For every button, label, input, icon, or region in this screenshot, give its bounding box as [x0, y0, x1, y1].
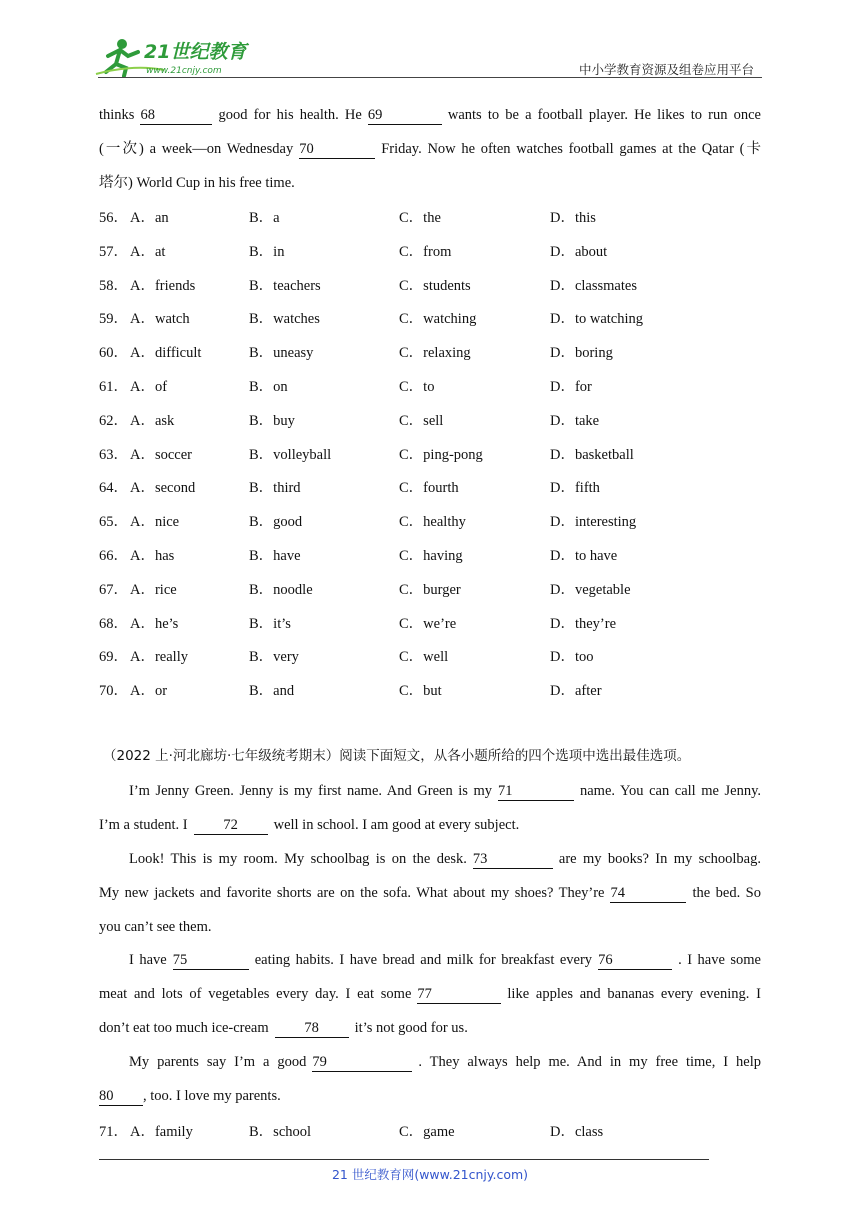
- question-row: [99, 578, 761, 598]
- option-d: D．about: [550, 243, 608, 260]
- option-c: C．relaxing: [399, 345, 471, 362]
- option-d: D．take: [550, 412, 600, 429]
- blank-80: 80: [99, 1088, 143, 1106]
- blank-75: 75: [173, 952, 249, 970]
- option-d: D．classmates: [550, 277, 637, 294]
- option-a: A．friends: [130, 277, 196, 294]
- blank-70: 70: [299, 141, 375, 159]
- option-a: A．watch: [130, 311, 190, 328]
- question-row: [99, 341, 761, 361]
- question-number: 56．: [99, 210, 128, 226]
- option-d: D．interesting: [550, 514, 637, 531]
- blank-72: 72: [194, 817, 268, 835]
- option-d: D．to have: [550, 548, 618, 564]
- question-row: [99, 375, 761, 395]
- passage-line: you can’t see them.: [99, 919, 212, 935]
- question-row: [99, 1120, 761, 1140]
- question-row: [99, 409, 761, 429]
- blank-77: 77: [417, 986, 501, 1004]
- option-a: A．rice: [130, 581, 177, 598]
- option-d: D．fifth: [550, 480, 600, 497]
- question-number: 63．: [99, 446, 128, 463]
- option-c: C．from: [399, 243, 452, 260]
- option-a: A．nice: [130, 514, 180, 531]
- option-b: B．watches: [249, 311, 320, 328]
- option-b: B．it’s: [249, 615, 291, 632]
- passage-line: I have 75 eating habits. I have bread and milk for breakfast every 76 . I have some: [129, 952, 761, 968]
- question-number: 58．: [99, 277, 128, 294]
- option-b: B．buy: [249, 412, 295, 429]
- option-d: D．too: [550, 649, 594, 666]
- blank-69: 69: [368, 107, 442, 125]
- question-number: 60．: [99, 345, 128, 362]
- question-number: 61．: [99, 379, 128, 395]
- option-a: A．has: [130, 548, 175, 564]
- option-c: C．the: [399, 210, 441, 226]
- option-c: C．fourth: [399, 480, 459, 497]
- page-header: [0, 0, 860, 80]
- passage-line: I’m a student. I 72 well in school. I am good at every subject.: [99, 817, 520, 833]
- question-row: [99, 645, 761, 665]
- question-row: [99, 679, 761, 699]
- option-b: B．on: [249, 379, 288, 395]
- passage-line: I’m Jenny Green. Jenny is my first name. And Green is my 71 name. You can call me Jenny.: [129, 783, 761, 799]
- blank-79: 79: [312, 1054, 412, 1072]
- option-b: B．uneasy: [249, 345, 314, 362]
- passage-line: meat and lots of vegetables every day. I eat some 77 like apples and bananas every evening. I: [99, 986, 761, 1002]
- option-b: B．third: [249, 480, 301, 497]
- option-a: A．ask: [130, 412, 175, 429]
- passage-line: My parents say I’m a good 79 . They always help me. And in my free time, I help: [129, 1054, 761, 1070]
- option-b: B．noodle: [249, 581, 313, 598]
- question-number: 65．: [99, 514, 128, 531]
- question-number: 68．: [99, 615, 128, 632]
- option-c: C．healthy: [399, 514, 466, 531]
- option-a: A．soccer: [130, 446, 193, 463]
- blank-74: 74: [610, 885, 686, 903]
- footer-text: 21 世纪教育网(www.21cnjy.com): [331, 1167, 529, 1182]
- question-number: 62．: [99, 412, 128, 429]
- header-divider: [98, 77, 762, 78]
- section-intro: （2022 上·河北廊坊·七年级统考期末）阅读下面短文，从各小题所给的四个选项中选出最佳选项。: [103, 748, 691, 764]
- question-number: 59．: [99, 311, 128, 328]
- option-c: C．watching: [399, 311, 477, 328]
- option-c: C．to: [399, 379, 435, 395]
- question-row: [99, 544, 761, 564]
- question-row: [99, 240, 761, 260]
- passage-line: thinks 68 good for his health. He 69 wants to be a football player. He likes to run once: [99, 107, 761, 123]
- option-a: A．family: [130, 1124, 193, 1140]
- question-number: 57．: [99, 243, 128, 260]
- footer-divider: [99, 1159, 709, 1160]
- blank-76: 76: [598, 952, 672, 970]
- passage-line: (一次) a week—on Wednesday 70 Friday. Now he often watches football games at the Qatar (卡: [99, 141, 761, 157]
- option-b: B．have: [249, 548, 301, 564]
- option-c: C．burger: [399, 581, 461, 598]
- question-number: 66．: [99, 548, 128, 564]
- option-a: A．really: [130, 649, 188, 666]
- question-number: 69．: [99, 649, 128, 666]
- passage-line: My new jackets and favorite shorts are on the sofa. What about my shoes? They’re 74 the bed. So: [99, 885, 761, 901]
- question-number: 64．: [99, 480, 128, 497]
- question-row: [99, 274, 761, 294]
- option-b: B．teachers: [249, 277, 321, 294]
- blank-68: 68: [140, 107, 212, 125]
- question-row: [99, 443, 761, 463]
- question-number: 71．: [99, 1124, 128, 1140]
- 21cnjy-logo: [94, 34, 264, 78]
- question-number: 70．: [99, 683, 128, 700]
- option-b: B．very: [249, 649, 299, 666]
- question-row: [99, 476, 761, 496]
- blank-78: 78: [275, 1020, 349, 1038]
- option-c: C．sell: [399, 412, 444, 429]
- blank-71: 71: [498, 783, 574, 801]
- option-d: D．this: [550, 210, 596, 226]
- option-b: B．volleyball: [249, 446, 332, 463]
- option-b: B．good: [249, 514, 303, 531]
- option-b: B．in: [249, 243, 285, 260]
- svg-text:www.21cnjy.com: www.21cnjy.com: [146, 66, 222, 76]
- blank-73: 73: [473, 851, 553, 869]
- option-a: A．of: [130, 379, 168, 395]
- option-d: D．basketball: [550, 446, 634, 463]
- option-c: C．but: [399, 683, 442, 700]
- option-d: D．vegetable: [550, 581, 631, 598]
- option-d: D．to watching: [550, 311, 644, 328]
- option-d: D．class: [550, 1124, 604, 1140]
- option-a: A．an: [130, 210, 169, 226]
- question-number: 67．: [99, 581, 128, 598]
- option-a: A．second: [130, 480, 196, 497]
- passage-line: don’t eat too much ice-cream 78 it’s not good for us.: [99, 1020, 468, 1036]
- option-c: C．students: [399, 277, 471, 294]
- passage-line: 塔尔) World Cup in his free time.: [99, 175, 295, 191]
- option-c: C．ping-pong: [399, 446, 483, 463]
- question-row: [99, 510, 761, 530]
- option-d: D．after: [550, 683, 602, 700]
- option-b: B．school: [249, 1124, 312, 1140]
- passage-line: 80 , too. I love my parents.: [99, 1088, 281, 1104]
- option-b: B．a: [249, 210, 280, 226]
- question-row: [99, 612, 761, 632]
- question-row: [99, 307, 761, 327]
- option-d: D．they’re: [550, 615, 617, 632]
- option-d: D．boring: [550, 345, 613, 362]
- option-a: A．or: [130, 683, 168, 700]
- option-d: D．for: [550, 379, 592, 395]
- option-c: C．having: [399, 548, 463, 564]
- passage-line: Look! This is my room. My schoolbag is on the desk. 73 are my books? In my schoolbag.: [129, 851, 761, 867]
- question-row: [99, 206, 761, 226]
- option-a: A．difficult: [130, 345, 202, 362]
- option-c: C．we’re: [399, 615, 457, 632]
- option-c: C．game: [399, 1124, 455, 1140]
- header-platform-text: 中小学教育资源及组卷应用平台: [578, 62, 754, 77]
- svg-text:21世纪教育: 21世纪教育: [144, 41, 247, 63]
- option-a: A．at: [130, 243, 166, 260]
- option-b: B．and: [249, 683, 295, 700]
- option-c: C．well: [399, 649, 449, 666]
- option-a: A．he’s: [130, 615, 179, 632]
